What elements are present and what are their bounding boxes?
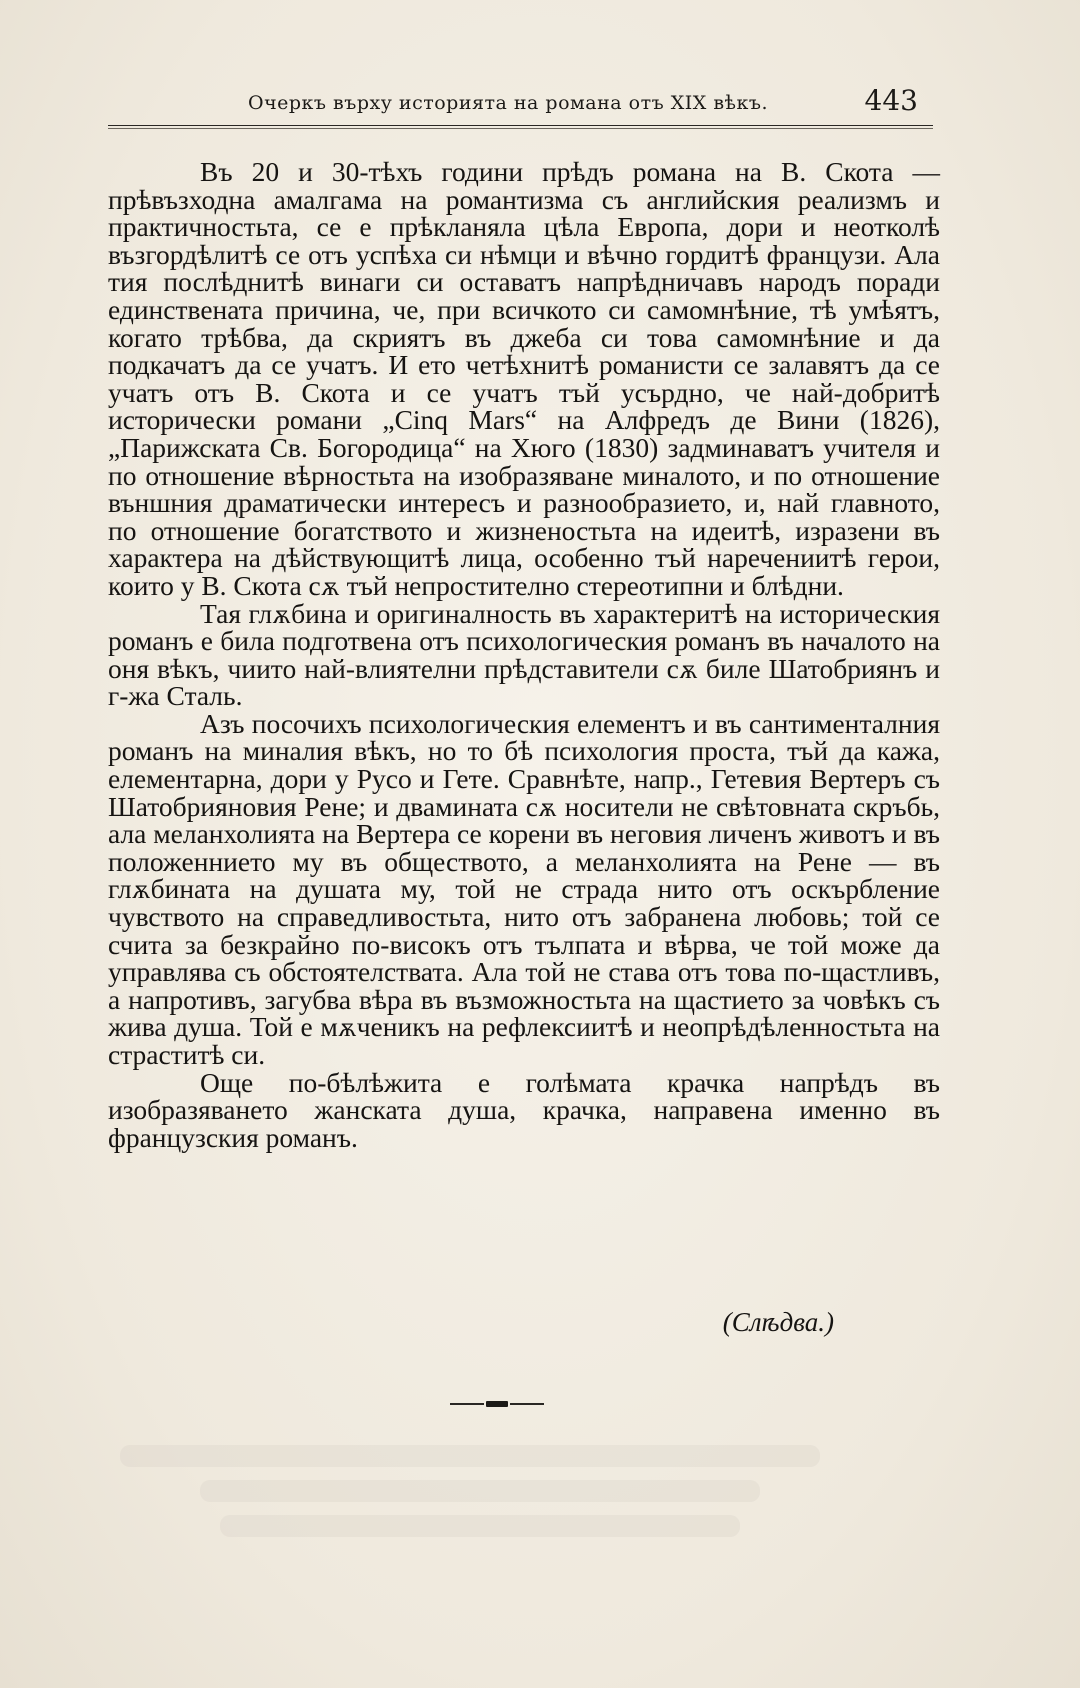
bleed-through-shadow [220, 1515, 740, 1537]
body-text [108, 158, 940, 1151]
ornament-center [486, 1401, 508, 1407]
end-ornament [450, 1400, 544, 1408]
bleed-through-shadow [200, 1480, 760, 1502]
ornament-line-left [450, 1403, 484, 1405]
header-rule [108, 125, 933, 126]
paragraph: Азъ посочихъ психологическия елементъ и въ сантименталния романъ на миналия вѣкъ, но то бѣ психология проста, тъй да кажа, елементарна, дори у Русо и Гете. Сравнѣте, напр., Гетевия Вертеръ съ Шатобрияновия Рене; и двамината сѫ носители не свѣтовната скръбь, ала меланхолията на Вертера се корени въ неговия личенъ животъ и въ положенниeто му въ обществото, а меланхолията на Рене — въ глѫбината на душата му, той не страда нито отъ оскърбление чувството на справедливостьта, нито отъ забранена любовь; той се счита за безкрайно по-високъ отъ тълпата и вѣрва, че той може да управлява съ обстоятелствата. Ала той не става отъ това по-щастливъ, а напротивъ, загубва вѣра въ възможностьта на щастието за човѣкъ съ жива душа. Той е мѫченикъ на рефлексиитѣ и неопрѣдѣленностьта на страститѣ си. [108, 707, 940, 1070]
page-header [108, 84, 928, 124]
bleed-through-shadow [120, 1445, 820, 1467]
paragraph: Въ 20 и 30-тѣхъ години прѣдъ романа на В. Скота — прѣвъзходна амалгама на романтизма съ английския реализмъ и практичностьта, се е прѣкланяла цѣла Европа, дори и неотколѣ възгордѣлитѣ се отъ успѣха си нѣмци и вѣчно гордитѣ французи. Ала тия послѣднитѣ винаги си оставатъ напрѣдничавъ народъ поради единствената причина, че, при всичкото си самомнѣние, тѣ умѣятъ, когато трѣбва, да скриятъ въ джеба си това самомнѣние и да подкачатъ да се учатъ. И ето четѣхнитѣ романисти се залавятъ да се учатъ отъ В. Скота и се учатъ тъй усърдно, че най-добритѣ исторически романи „Cinq Mars“ на Алфредъ де Вини (1826), „Парижската Св. Богородица“ на Хюго (1830) задминаватъ учителя и по отношение вѣрностьта на изобразяване миналото, и по отношение външния драматически интересъ и разнообразието, и, най главното, по отношение богатството и жизненостьта на идеитѣ, изразени въ характера на дѣйствующитѣ лица, особенно тъй наречениитѣ герои, които у В. Скота сѫ тъй непростително стереотипни и блѣдни. [108, 156, 940, 601]
paragraph: Тая глѫбина и оригиналность въ характеритѣ на историческия романъ е била подготвена отъ психологическия романъ въ началото на оня вѣкъ, чиито най-влиятелни прѣдставители сѫ биле Шатобриянъ и г-жа Сталь. [108, 597, 940, 712]
page-number: 443 [864, 84, 918, 117]
continued-note: (Слѣдва.) [722, 1307, 834, 1337]
paragraph: Още по-бѣлѣжита е голѣмата крачка напрѣдъ въ изобразяването жанската душа, крачка, направена именно въ французския романъ. [108, 1066, 940, 1153]
ornament-line-right [510, 1403, 544, 1405]
running-title: Очеркъ върху историята на романа отъ XIX вѣкъ. [248, 92, 768, 114]
header-rule-thin [108, 128, 933, 129]
